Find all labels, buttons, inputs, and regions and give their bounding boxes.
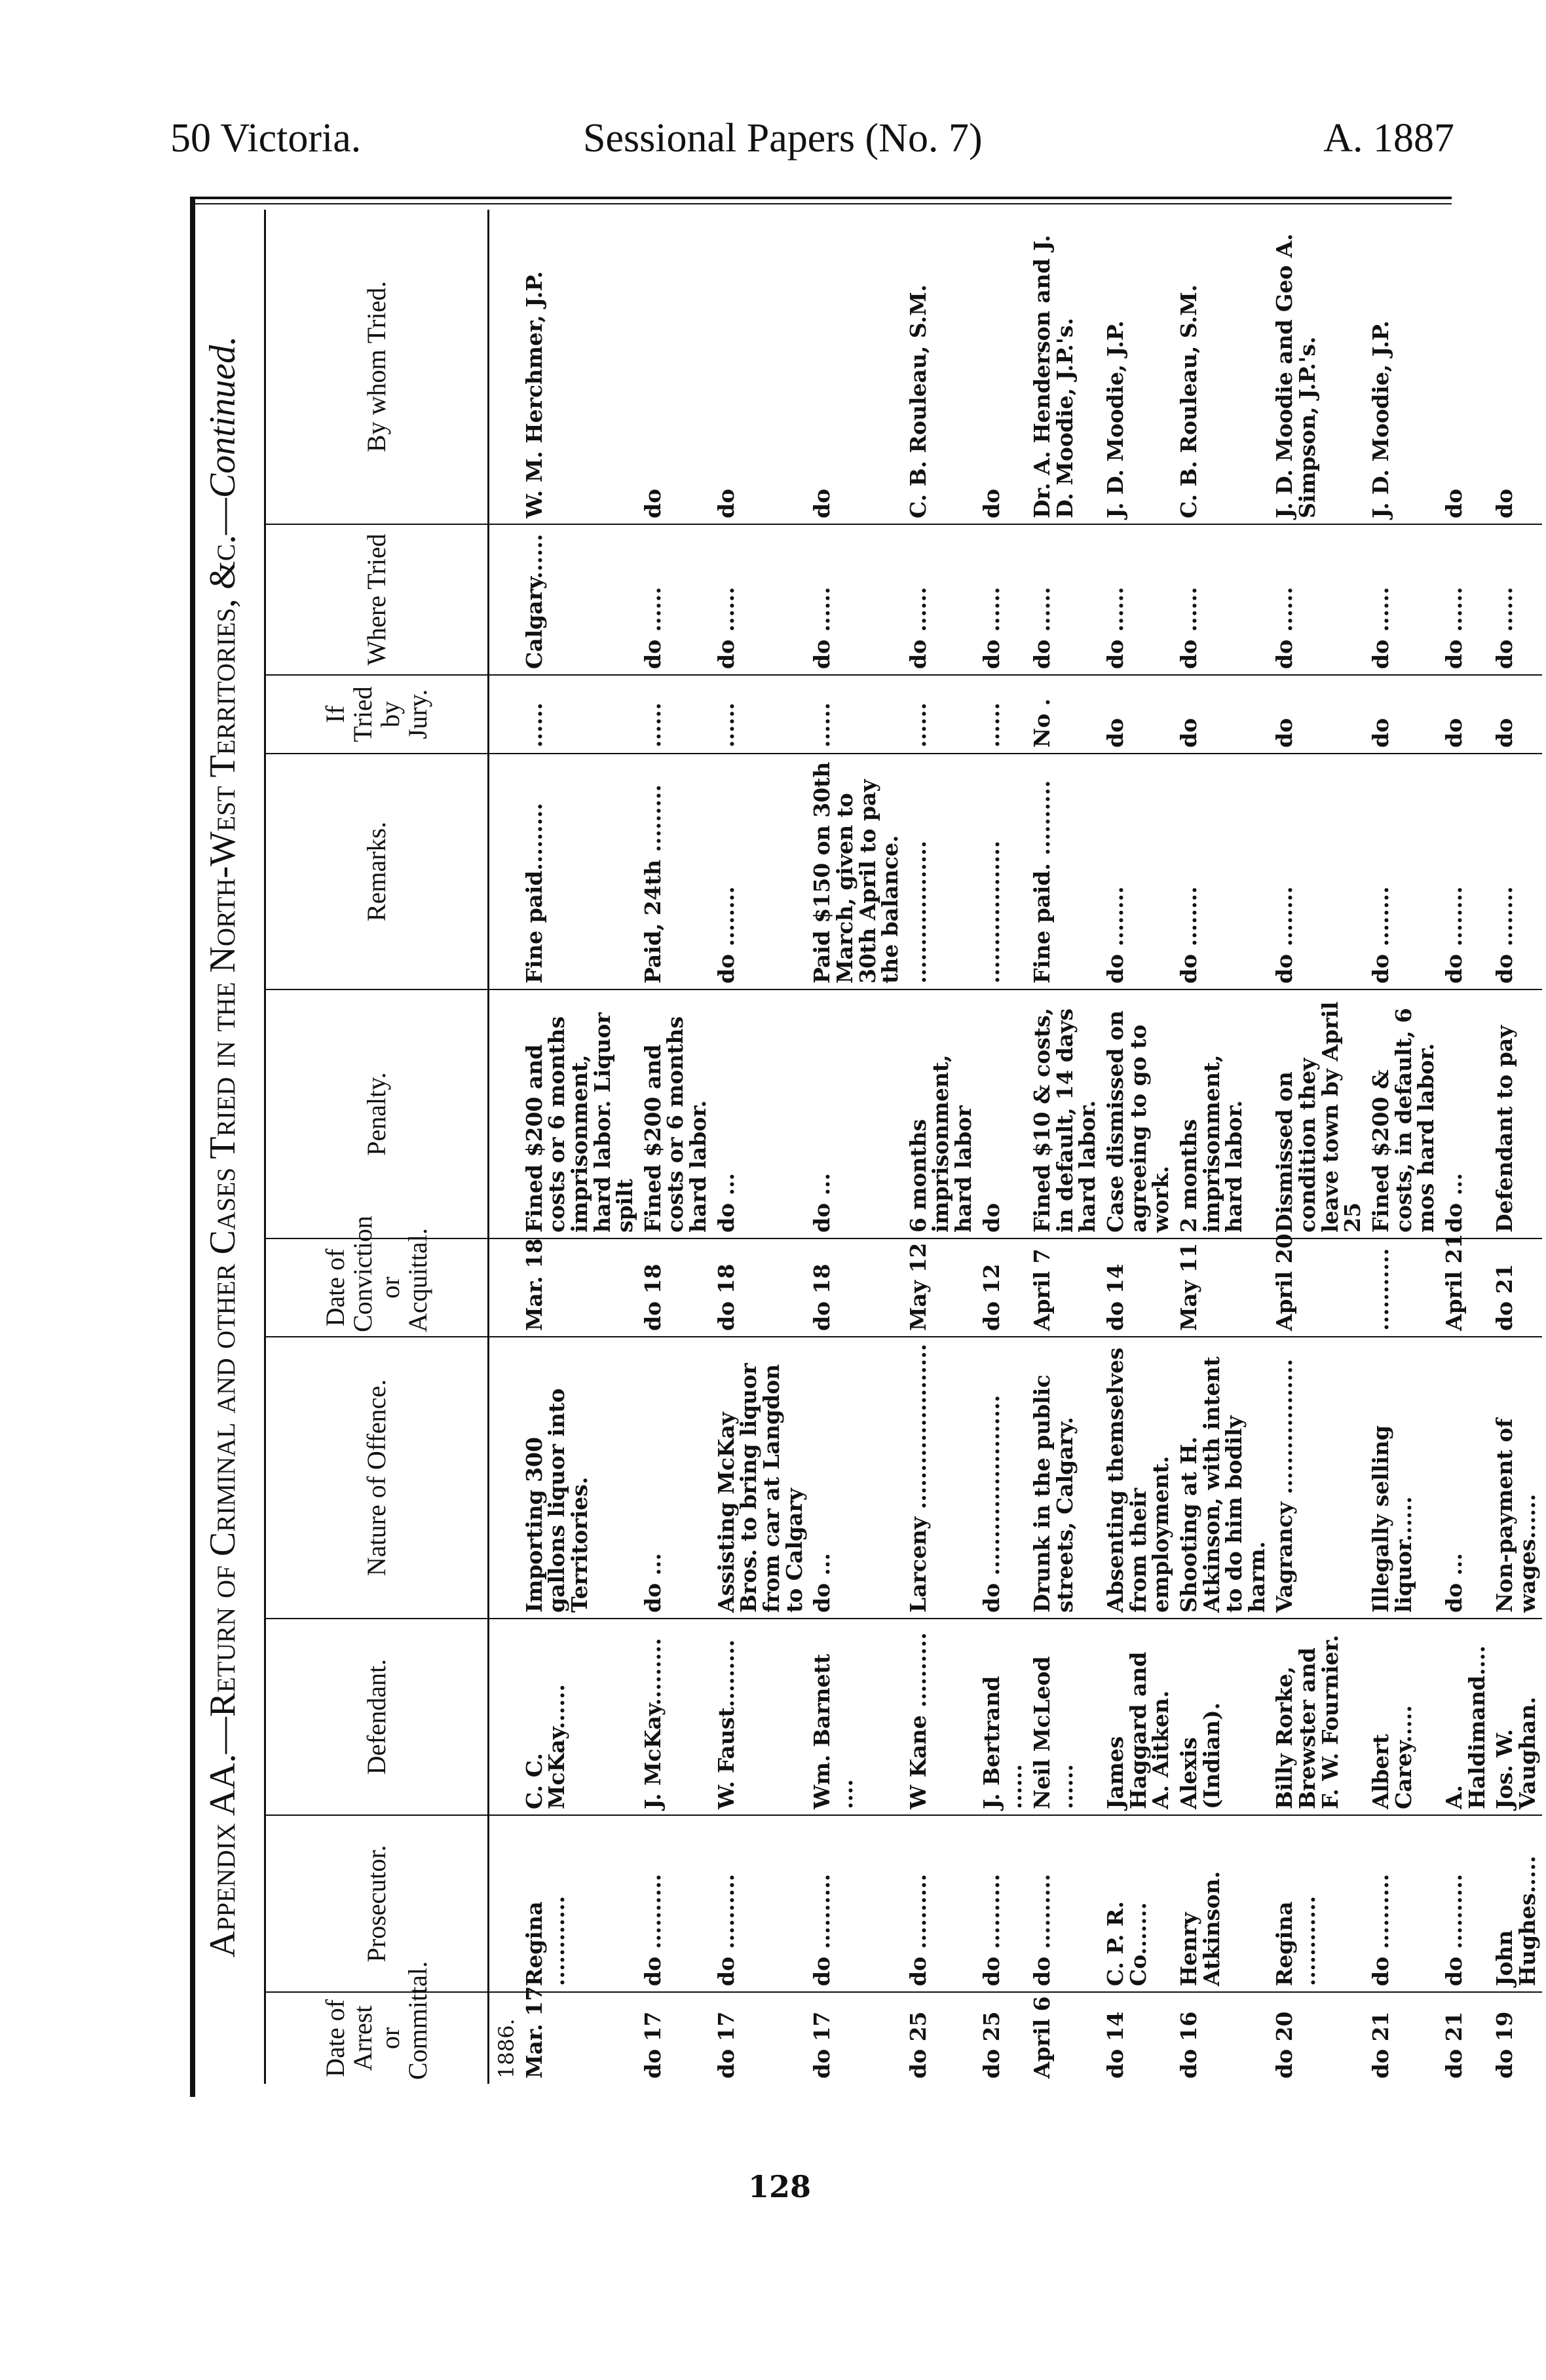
cell-prosecutor: do .......... xyxy=(639,1815,713,1992)
cell-remarks: ................... xyxy=(978,754,1028,989)
cell-remarks: Fine paid......... xyxy=(521,754,639,989)
table-row xyxy=(978,210,1028,2084)
caption-continued: Continued. xyxy=(202,336,243,499)
cell-date: Mar. 17 xyxy=(521,1986,547,2079)
cell-penalty: Defendant to pay xyxy=(1491,989,1541,1238)
cell-penalty: Fined $10 & costs, in default, 14 days hard labor. xyxy=(1028,989,1102,1238)
table-left-border xyxy=(190,197,195,2097)
cell-defendant: J. McKay......... xyxy=(639,1619,713,1815)
cell-penalty: Case dismissed on agreeing to go to work. xyxy=(1102,989,1175,1238)
cell-by-whom: do xyxy=(1491,210,1541,524)
table-row xyxy=(713,210,809,2084)
cell-prosecutor: John Hughes..... xyxy=(1491,1815,1541,1992)
caption-title: —Return of Criminal and other Cases Tried in the North-West Territories, &c.— xyxy=(202,498,243,1754)
cell-conviction: ........... xyxy=(1367,1238,1441,1337)
cell-by-whom: J. D. Moodie, J.P. xyxy=(1102,210,1175,524)
cell-jury: ...... xyxy=(808,675,905,754)
cell-conviction: do 18 xyxy=(808,1238,905,1337)
table-row xyxy=(1441,210,1491,2084)
col-date-arrest: Date of Arrest or Committal. xyxy=(265,1992,489,2084)
cell-prosecutor: do .......... xyxy=(1441,1815,1491,1992)
cell-remarks: do ........ xyxy=(1441,754,1491,989)
cell-jury: do xyxy=(1271,675,1367,754)
cell-where: do ...... xyxy=(1491,524,1541,675)
cell-conviction: do 21 xyxy=(1491,1238,1541,1337)
cell-offence: Assisting McKay Bros. to bring liquor from car at Langdon to Calgary xyxy=(713,1337,809,1619)
col-prosecutor: Prosecutor. xyxy=(265,1815,489,1992)
cell-where: do ...... xyxy=(713,524,809,675)
cell-offence: do ... xyxy=(639,1337,713,1619)
cell-where: do ...... xyxy=(1102,524,1175,675)
cell-remarks: do ........ xyxy=(1367,754,1441,989)
table-row xyxy=(521,210,639,2084)
cell-by-whom: do xyxy=(1441,210,1491,524)
cell-jury: do xyxy=(1102,675,1175,754)
cell-remarks: Fine paid. .......... xyxy=(1028,754,1102,989)
cell-prosecutor: do .......... xyxy=(808,1815,905,1992)
cell-conviction: April 7 xyxy=(1028,1238,1102,1337)
cell-penalty: do ... xyxy=(1441,989,1491,1238)
cell-where: Calgary...... xyxy=(521,524,639,675)
cell-conviction: Mar. 18 xyxy=(521,1238,639,1337)
table-row xyxy=(808,210,905,2084)
cell-prosecutor: Henry Atkinson. xyxy=(1175,1815,1272,1992)
cell-by-whom: C. B. Rouleau, S.M. xyxy=(905,210,978,524)
cell-offence: Larceny ...................... xyxy=(905,1337,978,1619)
header-year: A. 1887 xyxy=(1323,116,1454,161)
cell-remarks: do ........ xyxy=(1175,754,1272,989)
cell-conviction: May 12 xyxy=(905,1238,978,1337)
cell-date: do 17 xyxy=(809,2011,835,2079)
cell-defendant: Jos. W. Vaughan. xyxy=(1491,1619,1541,1815)
cell-where: do ...... xyxy=(1367,524,1441,675)
cell-jury: No . xyxy=(1028,675,1102,754)
table-row xyxy=(1175,210,1272,2084)
header-rule-thin xyxy=(190,203,1452,204)
cell-conviction: do 12 xyxy=(978,1238,1028,1337)
cell-penalty: Fined $200 & costs, in default, 6 mos hard labor. xyxy=(1367,989,1441,1238)
col-jury: If Tried by Jury. xyxy=(265,675,489,754)
cell-defendant: Albert Carey..... xyxy=(1367,1619,1441,1815)
cell-penalty: 6 months imprisonment, hard labor xyxy=(905,989,978,1238)
header-title: Sessional Papers (No. 7) xyxy=(583,116,983,161)
cell-penalty: do ... xyxy=(713,989,809,1238)
table-row xyxy=(905,210,978,2084)
cell-offence: do ... xyxy=(1441,1337,1491,1619)
cell-defendant: J. Bertrand ...... xyxy=(978,1619,1028,1815)
cell-conviction: do 14 xyxy=(1102,1238,1175,1337)
cell-jury: ...... xyxy=(639,675,713,754)
cell-remarks: Paid $150 on 30th March, given to 30th April to pay the balance. xyxy=(808,754,905,989)
cell-jury: do xyxy=(1175,675,1272,754)
cell-by-whom: do xyxy=(808,210,905,524)
cell-defendant: Wm. Barnett .... xyxy=(808,1619,905,1815)
cell-date: do 17 xyxy=(639,2011,666,2079)
col-remarks: Remarks. xyxy=(265,754,489,989)
cell-remarks: ................... xyxy=(905,754,978,989)
cell-date: do 21 xyxy=(1441,2011,1467,2079)
cell-date: do 25 xyxy=(978,2011,1004,2079)
cell-jury: do xyxy=(1367,675,1441,754)
header-volume: 50 Victoria. xyxy=(170,116,362,161)
cell-date: April 6 xyxy=(1029,1996,1055,2079)
caption-appendix: Appendix AA. xyxy=(202,1754,243,1958)
cell-prosecutor: C. P. R. Co....... xyxy=(1102,1815,1175,1992)
cell-conviction: April 21 xyxy=(1441,1238,1491,1337)
cell-offence: Absenting themselves from their employment. xyxy=(1102,1337,1175,1619)
cell-penalty: Fined $200 and costs or 6 months hard labor. xyxy=(639,989,713,1238)
table-row xyxy=(1271,210,1367,2084)
cell-jury: ...... xyxy=(713,675,809,754)
cell-by-whom: J. D. Moodie, J.P. xyxy=(1367,210,1441,524)
cell-defendant: James Haggard and A. Aitken. xyxy=(1102,1619,1175,1815)
cell-offence: do ........................ xyxy=(978,1337,1028,1619)
cell-offence: do ... xyxy=(808,1337,905,1619)
cell-date: do 19 xyxy=(1492,2011,1518,2079)
cell-jury: ...... xyxy=(905,675,978,754)
year-label: 1886. xyxy=(494,2018,519,2079)
cell-remarks: do ........ xyxy=(1271,754,1367,989)
col-where-tried: Where Tried xyxy=(265,524,489,675)
col-date-conviction: Date of Conviction or Acquittal. xyxy=(265,1238,489,1337)
cell-date: do 14 xyxy=(1102,2011,1128,2079)
cell-remarks: do ........ xyxy=(1491,754,1541,989)
cell-date: do 20 xyxy=(1272,2011,1298,2079)
cell-where: do ...... xyxy=(1175,524,1272,675)
cell-jury: ...... xyxy=(521,675,639,754)
col-defendant: Defendant. xyxy=(265,1619,489,1815)
cell-conviction: do 18 xyxy=(639,1238,713,1337)
cell-prosecutor: do .......... xyxy=(1367,1815,1441,1992)
cell-where: do ...... xyxy=(905,524,978,675)
cell-by-whom: Dr. A. Henderson and J. D. Moodie, J.P.'s. xyxy=(1028,210,1102,524)
cell-prosecutor: do .......... xyxy=(1028,1815,1102,1992)
cell-offence: Vagrancy .................. xyxy=(1271,1337,1367,1619)
cell-penalty: Fined $200 and costs or 6 months imprisonment, hard labor. Liquor spilt xyxy=(521,989,639,1238)
table-row xyxy=(1491,210,1541,2084)
cell-defendant: A. Haldimand.... xyxy=(1441,1619,1491,1815)
cell-date: do 17 xyxy=(713,2011,739,2079)
cell-where: do ...... xyxy=(1028,524,1102,675)
cell-conviction: do 18 xyxy=(713,1238,809,1337)
table-row xyxy=(1028,210,1102,2084)
cell-prosecutor: Regina ............ xyxy=(521,1815,639,1992)
cell-date: do 21 xyxy=(1368,2011,1394,2079)
table-row xyxy=(639,210,713,2084)
header-row xyxy=(265,210,489,2084)
col-penalty: Penalty. xyxy=(265,989,489,1238)
cell-defendant: Billy Rorke, Brewster and F. W. Fournier. xyxy=(1271,1619,1367,1815)
page-number: 128 xyxy=(748,2169,812,2204)
col-by-whom: By whom Tried. xyxy=(265,210,489,524)
cell-penalty: do xyxy=(978,989,1028,1238)
cell-penalty: Dismissed on condition they leave town by April 25 xyxy=(1271,989,1367,1238)
cell-date: do 16 xyxy=(1175,2011,1201,2079)
cell-by-whom: W. M. Herchmer, J.P. xyxy=(521,210,639,524)
cell-remarks: do ........ xyxy=(1102,754,1175,989)
cell-by-whom: do xyxy=(713,210,809,524)
cell-penalty: 2 months imprisonment, hard labor. xyxy=(1175,989,1272,1238)
cell-by-whom: do xyxy=(639,210,713,524)
cell-defendant: Alexis (Indian). xyxy=(1175,1619,1272,1815)
cell-offence: Importing 300 gallons liquor into Territories. xyxy=(521,1337,639,1619)
cell-defendant: W. Faust......... xyxy=(713,1619,809,1815)
cell-offence: Illegally selling liquor...... xyxy=(1367,1337,1441,1619)
cell-where: do ...... xyxy=(808,524,905,675)
cell-defendant: W Kane .......... xyxy=(905,1619,978,1815)
cell-remarks: do ........ xyxy=(713,754,809,989)
cell-by-whom: do xyxy=(978,210,1028,524)
cell-penalty: do ... xyxy=(808,989,905,1238)
col-offence: Nature of Offence. xyxy=(265,1337,489,1619)
cell-defendant: Neil McLeod ...... xyxy=(1028,1619,1102,1815)
cell-conviction: April 20 xyxy=(1271,1238,1367,1337)
cell-where: do ...... xyxy=(1441,524,1491,675)
running-header xyxy=(151,115,1454,174)
cell-conviction: May 11 xyxy=(1175,1238,1272,1337)
cell-prosecutor: Regina ............ xyxy=(1271,1815,1367,1992)
year-row xyxy=(489,210,521,2084)
cell-prosecutor: do .......... xyxy=(713,1815,809,1992)
cell-prosecutor: do .......... xyxy=(905,1815,978,1992)
table-row xyxy=(1367,210,1441,2084)
cell-date: do 25 xyxy=(905,2011,931,2079)
cell-offence: Shooting at H. Atkinson, with intent to do him bodily harm. xyxy=(1175,1337,1272,1619)
cell-prosecutor: do .......... xyxy=(978,1815,1028,1992)
cell-offence: Drunk in the public streets, Calgary. xyxy=(1028,1337,1102,1619)
cases-table xyxy=(264,210,1542,2084)
cell-remarks: Paid, 24th ......... xyxy=(639,754,713,989)
table-row xyxy=(1102,210,1175,2084)
cell-by-whom: J. D. Moodie and Geo A. Simpson, J.P.'s. xyxy=(1271,210,1367,524)
cell-where: do ...... xyxy=(639,524,713,675)
cell-defendant: C. C. McKay...... xyxy=(521,1619,639,1815)
cell-where: do ...... xyxy=(978,524,1028,675)
cell-jury: ...... xyxy=(978,675,1028,754)
rotated-table-page xyxy=(195,210,1540,2084)
table-caption xyxy=(202,210,261,2084)
header-rule xyxy=(190,197,1452,199)
cell-where: do ...... xyxy=(1271,524,1367,675)
cell-offence: Non-payment of wages...... xyxy=(1491,1337,1541,1619)
cell-jury: do xyxy=(1441,675,1491,754)
cell-jury: do xyxy=(1491,675,1541,754)
cell-by-whom: C. B. Rouleau, S.M. xyxy=(1175,210,1272,524)
